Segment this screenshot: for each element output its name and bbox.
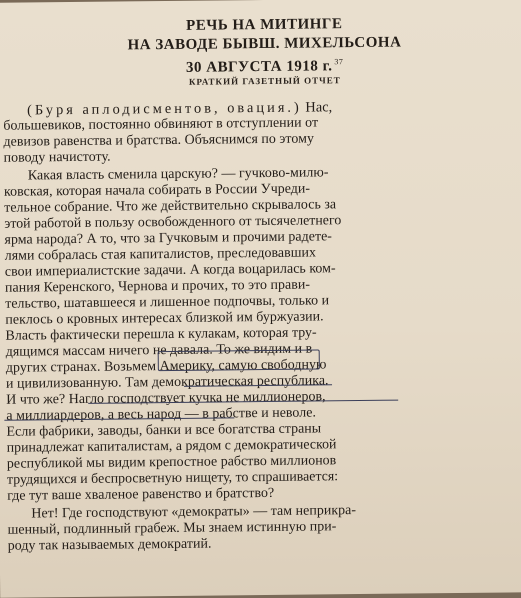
text-line: дящимся массам ничего не давала. То же видим и в (5, 341, 313, 360)
text-line: ковская, которая начала собирать в России Учреди- (3, 181, 311, 200)
text-line: девизов равенства и братства. Объяснимся по этому (3, 131, 314, 150)
text-line: ярма народа? А то, что за Гучковым и прочими радете- (4, 229, 333, 248)
text-line: Нет! Где господствуют «демократы» — там неприкра- (31, 503, 357, 522)
text-line: этой работой в пользу освобожденного от тысячелетнего (4, 213, 342, 232)
text-line: свои империалистские задачи. А когда воцарилась ком- (4, 261, 336, 280)
text-line: других странах. Возьмем Америку, самую свободную (5, 357, 327, 376)
text-line: республикой мы видим крепостное рабство миллионов (6, 453, 337, 472)
body-text (0, 95, 521, 554)
text-line: трудящихся и беспросветную нищету, то спрашивается: (6, 469, 339, 488)
text-line: (Буря аплодисментов, овация.) Нас, (27, 99, 333, 119)
text-line: пания Керенского, Чернова и прочих, то это прави- (4, 277, 311, 296)
text-line: а миллиардеров, а весь народ — в рабстве и неволе. (6, 405, 316, 424)
text-line: пеклось о кровных интересах близкой им буржуазии. (5, 309, 324, 328)
text-line: И что же? Нагло господствует кучка не миллионеров, (6, 389, 326, 408)
text-line: Какая власть сменила царскую? — гучково-милю- (27, 165, 329, 184)
text-line: роду так называемых демократий. (7, 536, 212, 554)
text-line: большевиков, постоянно обвиняют в отступлении от (3, 115, 319, 134)
title-line-1: РЕЧЬ НА МИТИНГЕ (186, 16, 343, 34)
footnote-ref: 37 (334, 57, 344, 67)
title-line-2: НА ЗАВОДЕ БЫВШ. МИХЕЛЬСОНА (127, 34, 402, 54)
text-line-part: (Буря аплодисментов, овация.) (27, 99, 302, 119)
text-line: лями собралась стая капиталистов, преследовавших (4, 245, 317, 264)
text-line: поводу начистоту. (3, 149, 111, 166)
title-date: 30 АВГУСТА 1918 г. (185, 58, 333, 76)
text-line: где тут ваше хваленое равенство и братство? (7, 485, 275, 504)
text-line: шенный, подлинный грабеж. Мы знаем истинную при- (7, 519, 337, 538)
text-line: и цивилизованную. Там демократическая республика. (5, 373, 329, 392)
text-line: тельное собрание. Что же действительно скрывалось за (4, 197, 337, 216)
subtitle: КРАТКИЙ ГАЗЕТНЫЙ ОТЧЕТ (188, 75, 341, 87)
text-line: принадлежат капиталистам, а рядом с демократической (6, 437, 337, 456)
text-line: тельство, шатавшееся и лишенное подпочвы, только и (5, 293, 330, 312)
text-line: Власть фактически перешла к кулакам, которая тру- (5, 325, 317, 344)
text-line: Если фабрики, заводы, банки и все богатства страны (6, 421, 322, 440)
